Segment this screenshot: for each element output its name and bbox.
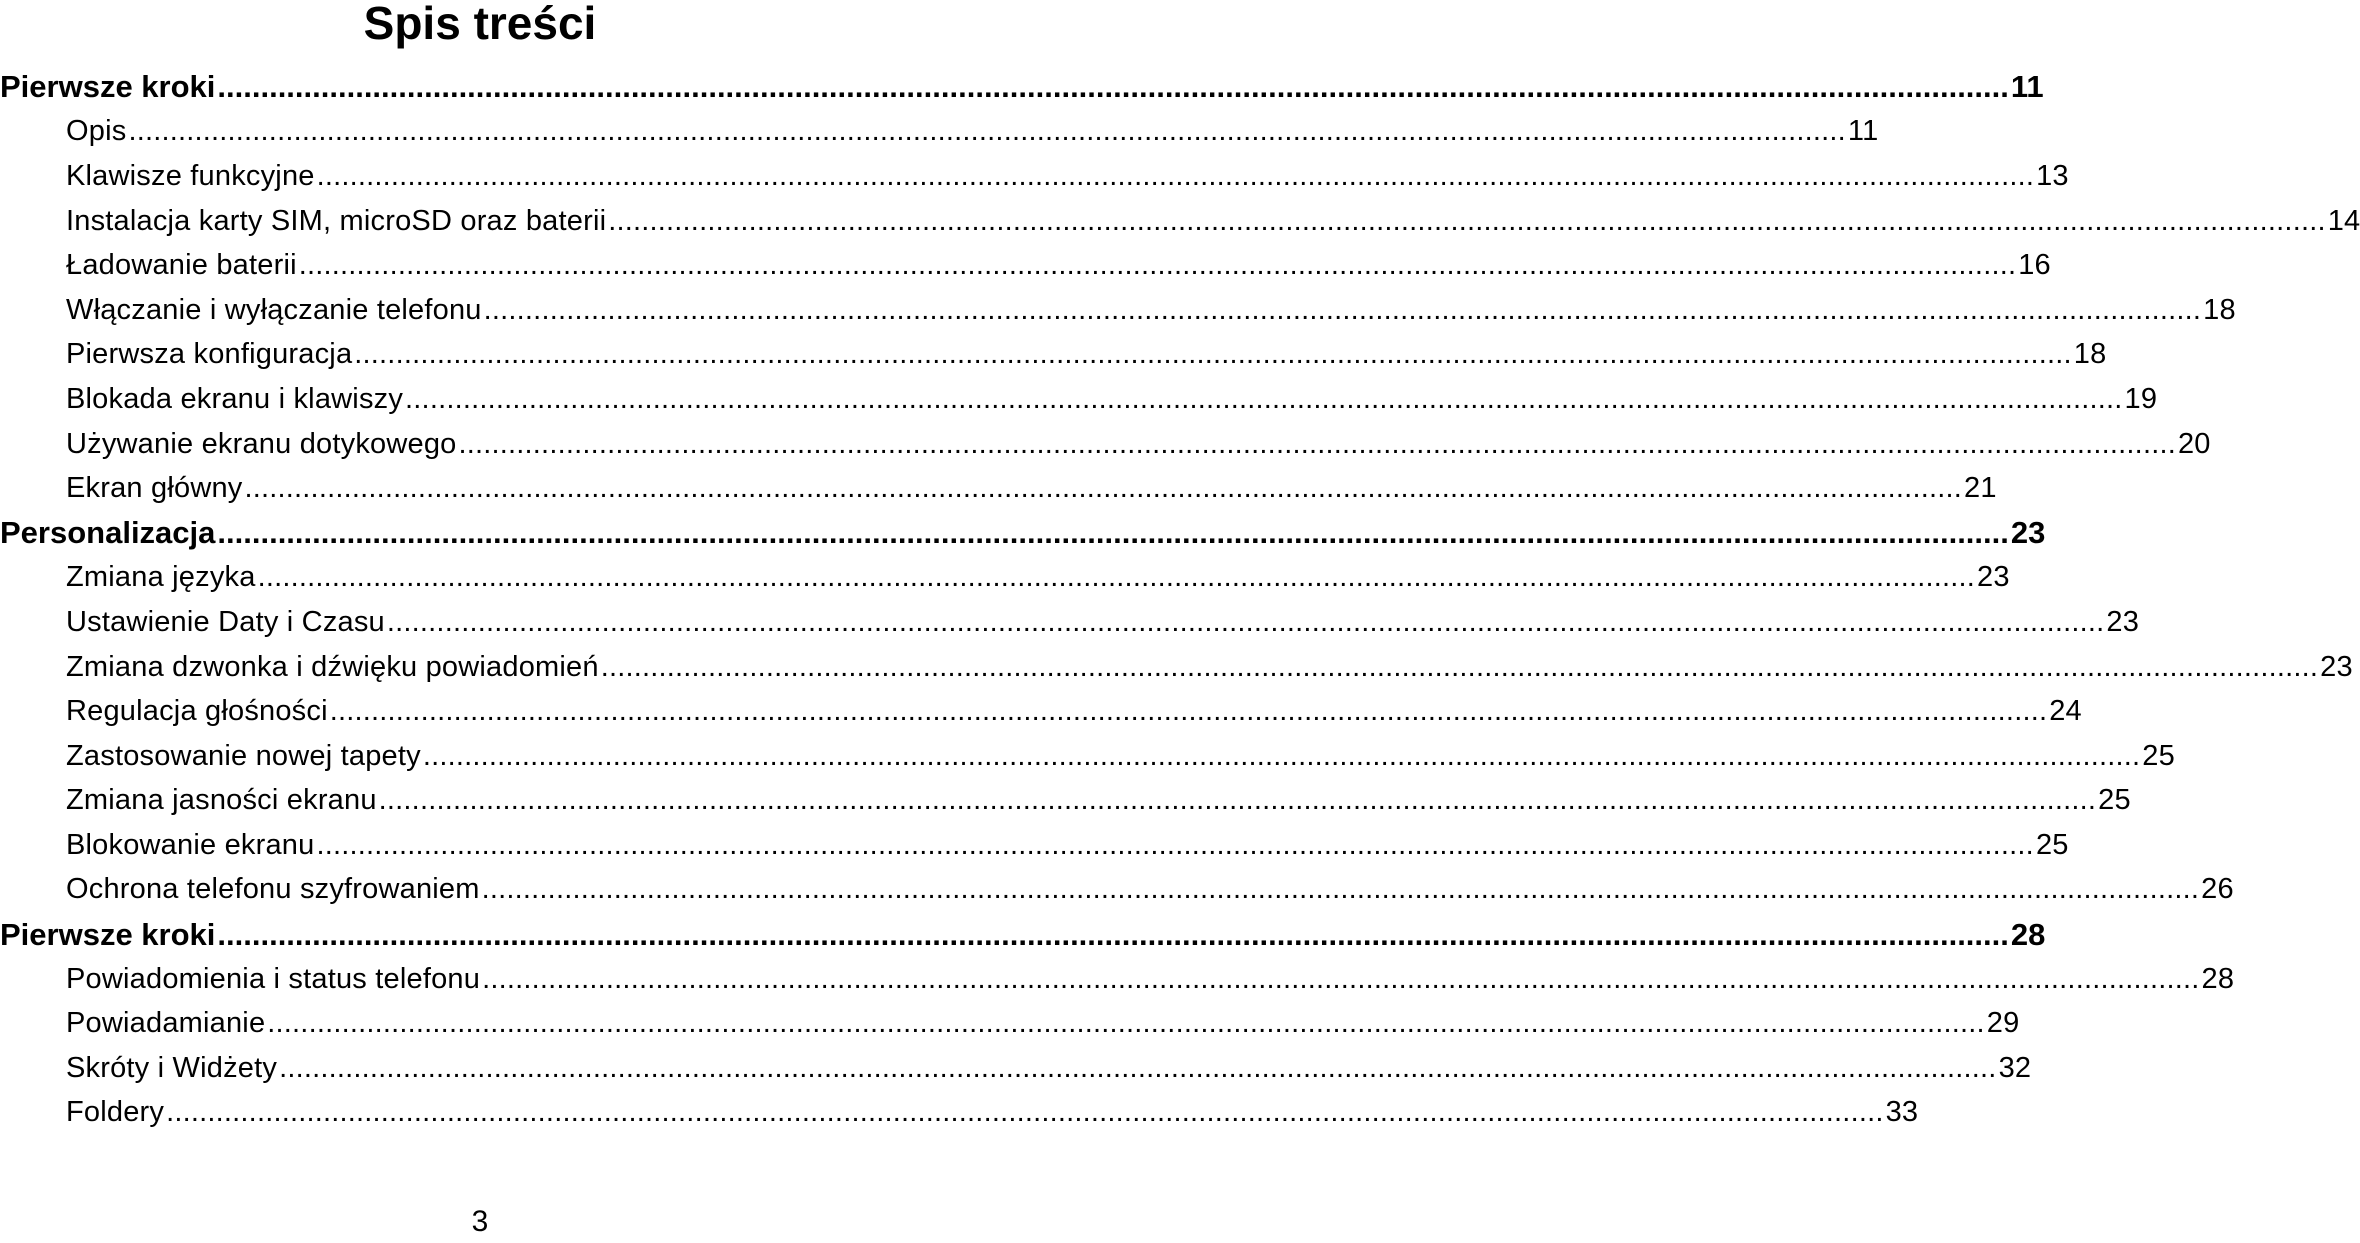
toc-section-label: Pierwsze kroki	[0, 69, 216, 105]
toc-item-label: Ładowanie baterii	[66, 249, 297, 282]
toc-item-page: 32	[1998, 1051, 2032, 1084]
toc-item[interactable]	[0, 199, 2360, 244]
toc-item-label: Ochrona telefonu szyfrowaniem	[66, 873, 480, 906]
page-number: 3	[471, 1205, 489, 1238]
toc-item-label: Instalacja karty SIM, microSD oraz baterii	[66, 204, 607, 237]
toc-leader: ................................................................................................................................................................................................................	[217, 916, 2009, 952]
toc-leader: ................................................................................................................................................................................................................	[267, 1007, 1985, 1040]
toc-item[interactable]	[0, 1001, 2020, 1046]
toc-leader: ................................................................................................................................................................................................................	[316, 159, 2035, 192]
toc-section[interactable]	[0, 65, 2044, 110]
toc-leader: ................................................................................................................................................................................................................	[279, 1051, 1997, 1084]
toc-item[interactable]	[0, 422, 2211, 467]
toc-item-label: Ekran główny	[66, 472, 243, 505]
toc-section-page: 11	[2010, 69, 2044, 105]
toc-item-label: Używanie ekranu dotykowego	[66, 427, 457, 460]
toc-leader: ................................................................................................................................................................................................................	[166, 1096, 1884, 1129]
toc-item-label: Powiadomienia i status telefonu	[66, 962, 481, 995]
toc-leader: ................................................................................................................................................................................................................	[354, 338, 2072, 371]
toc-item-label: Zastosowanie nowej tapety	[66, 739, 421, 772]
toc-section-page: 23	[2010, 515, 2046, 551]
page-title: Spis treści	[363, 0, 597, 49]
toc-item-page: 25	[2098, 784, 2131, 817]
toc-item-label: Blokada ekranu i klawiszy	[66, 382, 404, 415]
toc-leader: ................................................................................................................................................................................................................	[483, 293, 2202, 326]
toc-leader: ................................................................................................................................................................................................................	[329, 695, 2048, 728]
toc-item[interactable]	[0, 957, 2235, 1002]
toc-leader: ................................................................................................................................................................................................................	[600, 650, 2319, 683]
toc-item[interactable]	[0, 689, 2082, 734]
toc-item-page: 28	[2201, 962, 2235, 995]
toc-leader: ................................................................................................................................................................................................................	[128, 115, 1846, 148]
toc-item-label: Blokowanie ekranu	[66, 828, 315, 861]
toc-item-page: 18	[2203, 293, 2236, 326]
toc-leader: ................................................................................................................................................................................................................	[405, 382, 2123, 415]
toc-item-label: Foldery	[66, 1096, 165, 1129]
toc-item-page: 19	[2124, 382, 2158, 415]
toc-item[interactable]	[0, 556, 2010, 601]
toc-item-page: 20	[2177, 427, 2211, 460]
toc-leader: ................................................................................................................................................................................................................	[217, 515, 2009, 551]
toc-item-page: 25	[2142, 739, 2175, 772]
toc-item-page: 16	[2018, 249, 2051, 282]
toc-item-label: Zmiana jasności ekranu	[66, 784, 377, 817]
toc-item[interactable]	[0, 154, 2069, 199]
toc-leader: ................................................................................................................................................................................................................	[608, 204, 2326, 237]
toc-item[interactable]	[0, 377, 2158, 422]
toc-section[interactable]	[0, 912, 2046, 957]
toc-item-page: 26	[2201, 873, 2234, 906]
toc-item-label: Włączanie i wyłączanie telefonu	[66, 293, 482, 326]
toc-item-label: Skróty i Widżety	[66, 1051, 278, 1084]
toc-item[interactable]	[0, 288, 2236, 333]
toc-item-page: 25	[2035, 828, 2069, 861]
toc-section-label: Personalizacja	[0, 515, 216, 551]
toc-item[interactable]	[0, 466, 1997, 511]
toc-section-label: Pierwsze kroki	[0, 916, 216, 952]
table-of-contents	[0, 65, 2360, 1135]
toc-item-label: Zmiana dzwonka i dźwięku powiadomień	[66, 650, 599, 683]
toc-item-page: 24	[2049, 695, 2082, 728]
toc-leader: ................................................................................................................................................................................................................	[458, 427, 2176, 460]
toc-item-page: 14	[2327, 204, 2360, 237]
toc-item-label: Opis	[66, 115, 127, 148]
toc-item-page: 23	[1977, 561, 2010, 594]
toc-item[interactable]	[0, 645, 2353, 690]
toc-item-page: 11	[1847, 115, 1879, 148]
toc-item-label: Klawisze funkcyjne	[66, 159, 315, 192]
toc-section-page: 28	[2010, 916, 2046, 952]
toc-item-page: 23	[2320, 650, 2353, 683]
toc-item-page: 29	[1986, 1007, 2020, 1040]
toc-leader: ................................................................................................................................................................................................................	[244, 472, 1962, 505]
toc-item[interactable]	[0, 734, 2175, 779]
toc-item[interactable]	[0, 779, 2131, 824]
toc-leader: ................................................................................................................................................................................................................	[217, 69, 2009, 105]
toc-item-label: Powiadamianie	[66, 1007, 266, 1040]
toc-item-label: Zmiana języka	[66, 561, 256, 594]
toc-item[interactable]	[0, 1046, 2032, 1091]
toc-item-page: 21	[1963, 472, 1997, 505]
toc-item[interactable]	[0, 1091, 1919, 1136]
toc-item-page: 18	[2073, 338, 2107, 371]
toc-item-label: Ustawienie Daty i Czasu	[66, 605, 385, 638]
toc-section[interactable]	[0, 511, 2046, 556]
toc-leader: ................................................................................................................................................................................................................	[298, 249, 2017, 282]
toc-item[interactable]	[0, 243, 2051, 288]
toc-leader: ................................................................................................................................................................................................................	[422, 739, 2141, 772]
toc-leader: ................................................................................................................................................................................................................	[378, 784, 2097, 817]
toc-item-page: 33	[1885, 1096, 1919, 1129]
toc-item[interactable]	[0, 600, 2140, 645]
toc-item-label: Regulacja głośności	[66, 695, 328, 728]
toc-item[interactable]	[0, 868, 2234, 913]
toc-leader: ................................................................................................................................................................................................................	[316, 828, 2034, 861]
toc-item[interactable]	[0, 110, 1879, 155]
toc-leader: ................................................................................................................................................................................................................	[481, 873, 2200, 906]
toc-item-page: 13	[2036, 159, 2069, 192]
toc-leader: ................................................................................................................................................................................................................	[257, 561, 1976, 594]
toc-item-page: 23	[2106, 605, 2140, 638]
toc-item[interactable]	[0, 823, 2069, 868]
toc-leader: ................................................................................................................................................................................................................	[386, 605, 2105, 638]
toc-item[interactable]	[0, 333, 2107, 378]
toc-item-label: Pierwsza konfiguracja	[66, 338, 353, 371]
toc-leader: ................................................................................................................................................................................................................	[482, 962, 2200, 995]
